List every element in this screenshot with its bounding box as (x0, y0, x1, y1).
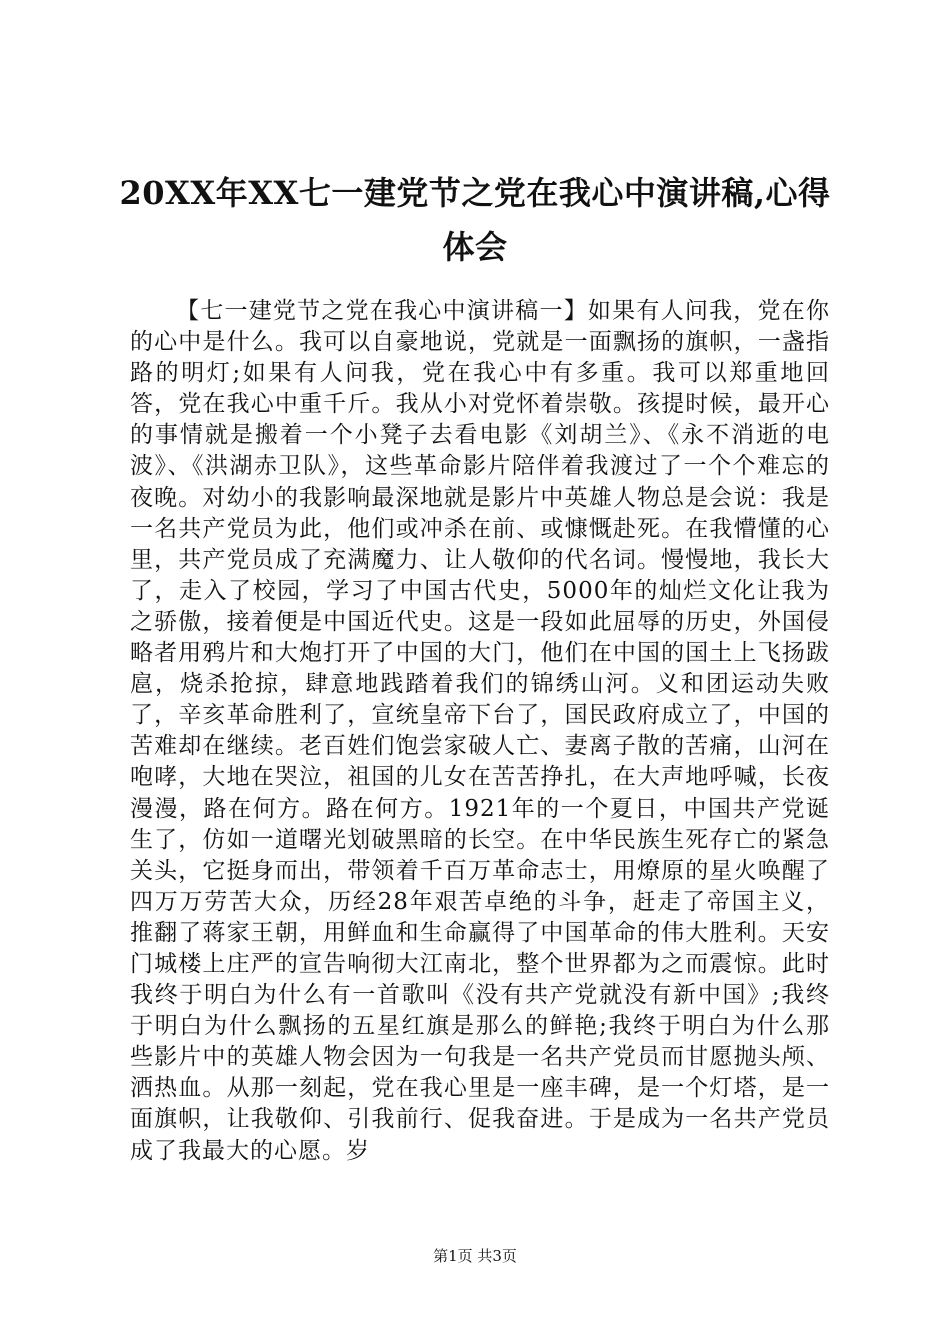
page-footer: 第1页 共3页 (433, 1247, 517, 1265)
document-title: 20XX年XX七一建党节之党在我心中演讲稿,心得体会 (119, 174, 831, 266)
body-paragraph: 【七一建党节之党在我心中演讲稿一】如果有人问我，党在你的心中是什么。我可以自豪地说，党就是一面飘扬的旗帜，一盏指路的明灯;如果有人问我，党在我心中有多重。我可以郑重地回答，党在我心中重千斤。我从小对党怀着崇敬。孩提时候，最开心的事情就是搬着一个小凳子去看电影《刘胡兰》、《永不消逝的电波》、《洪湖赤卫队》，这些革命影片陪伴着我渡过了一个个难忘的夜晚。对幼小的我影响最深地就是影片中英雄人物总是会说：我是一名共产党员为此，他们或冲杀在前、或慷慨赴死。在我懵懂的心里，共产党员成了充满魔力、让人敬仰的代名词。慢慢地，我长大了，走入了校园，学习了中国古代史，5000年的灿烂文化让我为之骄傲，接着便是中国近代史。这是一段如此屈辱的历史，外国侵略者用鸦片和大炮打开了中国的大门，他们在中国的国土上飞扬跋扈，烧杀抢掠，肆意地践踏着我们的锦绣山河。义和团运动失败了，辛亥革命胜利了，宣统皇帝下台了，国民政府成立了，中国的苦难却在继续。老百姓们饱尝家破人亡、妻离子散的苦痛，山河在咆哮，大地在哭泣，祖国的儿女在苦苦挣扎，在大声地呼喊，长夜漫漫，路在何方。路在何方。1921年的一个夏日，中国共产党诞生了，仿如一道曙光划破黑暗的长空。在中华民族生死存亡的紧急关头，它挺身而出，带领着千百万革命志士，用燎原的星火唤醒了四万万劳苦大众，历经28年艰苦卓绝的斗争，赶走了帝国主义，推翻了蒋家王朝，用鲜血和生命赢得了中国革命的伟大胜利。天安门城楼上庄严的宣告响彻大江南北，整个世界都为之而震惊。此时我终于明白为什么有一首歌叫《没有共产党就没有新中国》;我终于明白为什么飘扬的五星红旗是那么的鲜艳;我终于明白为什么那些影片中的英雄人物会因为一句我是一名共产党员而甘愿抛头颅、洒热血。从那一刻起，党在我心里是一座丰碑，是一个灯塔，是一面旗帜，让我敬仰、引我前行、促我奋进。于是成为一名共产党员成了我最大的心愿。岁 (130, 298, 830, 1164)
